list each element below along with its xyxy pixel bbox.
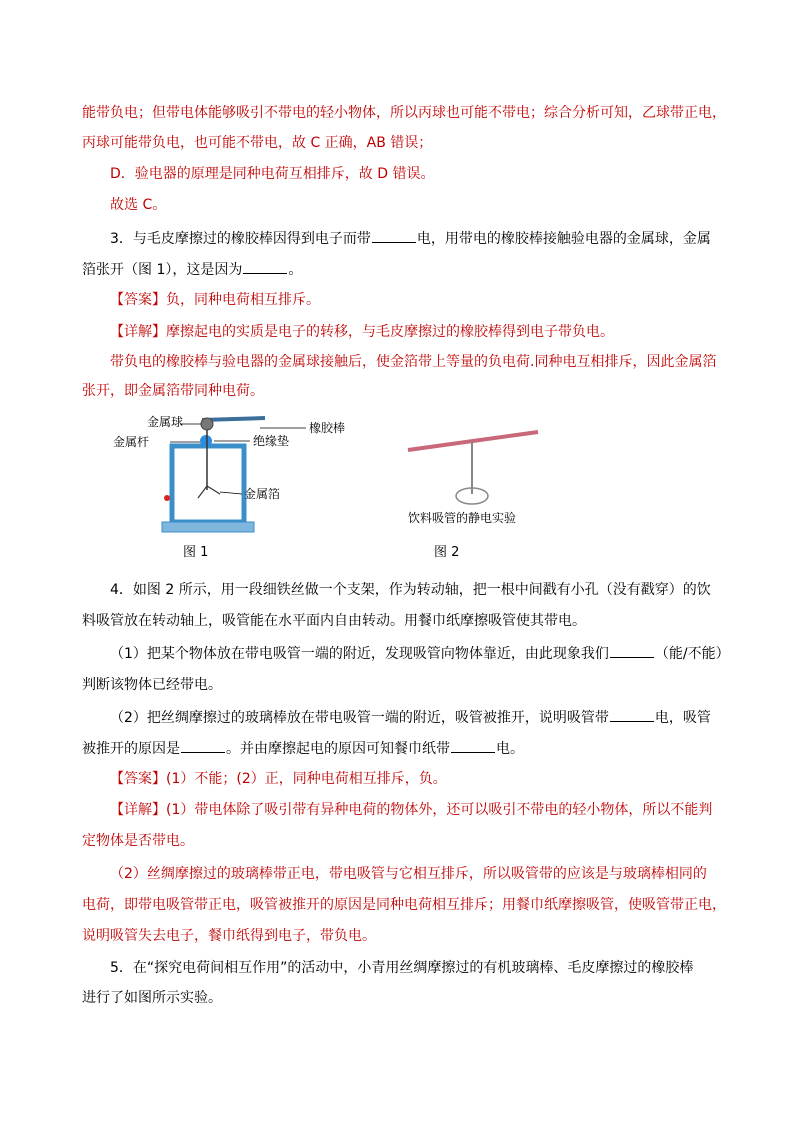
question-text: 被推开的原因是 [82,741,180,757]
question-5-cont: 进行了如图所示实验。 [82,990,222,1006]
question-4-cont: 料吸管放在转动轴上，吸管能在水平面内自由转动。用餐巾纸摩擦吸管使其带电。 [82,613,586,629]
label-rod: 金属杆 [113,435,150,449]
figure-1-caption: 图 1 [183,545,209,560]
straw-figure [400,420,550,530]
answer-text: 负，同种电荷相互排斥。 [166,292,320,308]
detail-tag: 【详解】 [110,802,166,818]
detail-4e: 说明吸管失去电子，餐巾纸得到电子，带负电。 [82,928,376,944]
question-text: 箔张开（图 1），这是因为 [82,262,243,278]
text-line: 丙球可能带负电，也可能不带电，故 C 正确，AB 错误； [82,135,433,151]
question-text: （2）把丝绸摩擦过的玻璃棒放在带电吸管一端的附近，吸管被推开，说明吸管带 [110,710,609,726]
detail-3b: 带负电的橡胶棒与验电器的金属球接触后，使金箔带上等量的负电荷.同种电互相排斥，因此金属箔 [110,354,717,370]
answer-text: (1）不能；(2）正，同种电荷相互排斥，负。 [166,771,447,787]
question-text: 3．与毛皮摩擦过的橡胶棒因得到电子而带 [110,231,371,247]
metal-foil [198,486,220,498]
text-line: D．验电器的原理是同种电荷互相排斥，故 D 错误。 [110,166,435,182]
question-text: （能/不能） [654,646,730,662]
answer-tag: 【答案】 [110,292,166,308]
question-text: 电。 [496,741,524,757]
label-rubber: 橡胶棒 [309,421,346,435]
question-text: 。并由摩擦起电的原因可知餐巾纸带 [226,741,450,757]
answer-tag: 【答案】 [110,771,166,787]
answer-3 [110,290,320,310]
label-pad: 绝缘垫 [253,434,290,448]
question-3 [110,228,711,249]
question-5: 5．在“探究电荷间相互作用”的活动中，小青用丝绸摩擦过的有机玻璃棒、毛皮摩擦过的橡胶棒 [110,960,694,976]
answer-blank[interactable] [610,643,654,658]
detail-4 [110,800,712,820]
insulating-pad [200,435,212,447]
detail-4b: 定物体是否带电。 [82,833,194,849]
frame [172,446,244,522]
detail-tag: 【详解】 [110,324,166,340]
question-text: 电，用带电的橡胶棒接触验电器的金属球，金属 [416,231,711,247]
detail-3c: 张开，即金属箔带同种电荷。 [82,383,264,399]
metal-ball [201,418,213,430]
base [162,522,254,532]
question-text: （1）把某个物体放在带电吸管一端的附近，发现吸管向物体靠近，由此现象我们 [110,646,609,662]
label-ball: 金属球 [147,415,184,429]
question-4-2 [110,707,711,728]
answer-blank[interactable] [243,259,287,274]
answer-blank[interactable] [610,707,654,722]
text-line: 故选 C。 [110,197,167,213]
detail-4d: 电荷，即带电吸管带正电，吸管被推开的原因是同种电荷相互排斥；用餐巾纸摩擦吸管，使吸管带正电， [82,897,726,913]
answer-4 [110,769,447,789]
label-foil: 金属箔 [244,487,281,501]
question-text: 。 [288,262,303,278]
text-line: 能带负电；但带电体能够吸引不带电的轻小物体，所以丙球也可能不带电；综合分析可知，乙球带正电， [82,105,726,121]
detail-4c: （2）丝绸摩擦过的玻璃棒带正电，带电吸管与它相互排斥，所以吸管带的应该是与玻璃棒相同的 [110,866,707,882]
knob [164,495,170,501]
detail-text: 摩擦起电的实质是电子的转移，与毛皮摩擦过的橡胶棒得到电子带负电。 [166,324,614,340]
figure-2-label: 饮料吸管的静电实验 [408,511,517,525]
detail-text: (1）带电体除了吸引带有异种电荷的物体外，还可以吸引不带电的轻小物体，所以不能判 [166,802,713,818]
figure-2-caption: 图 2 [434,545,460,560]
answer-blank[interactable] [372,228,416,243]
question-4-1 [110,643,730,664]
question-4-1-cont: 判断该物体已经带电。 [82,677,222,693]
question-4: 4．如图 2 所示，用一段细铁丝做一个支架，作为转动轴，把一根中间戳有小孔（没有戳穿）的饮 [110,582,711,598]
answer-blank[interactable] [451,738,495,753]
electroscope-figure [110,410,370,535]
answer-blank[interactable] [181,738,225,753]
question-4-2-cont [82,738,524,759]
question-3-cont [82,259,302,280]
detail-3 [110,322,614,342]
question-text: 电，吸管 [654,710,711,726]
